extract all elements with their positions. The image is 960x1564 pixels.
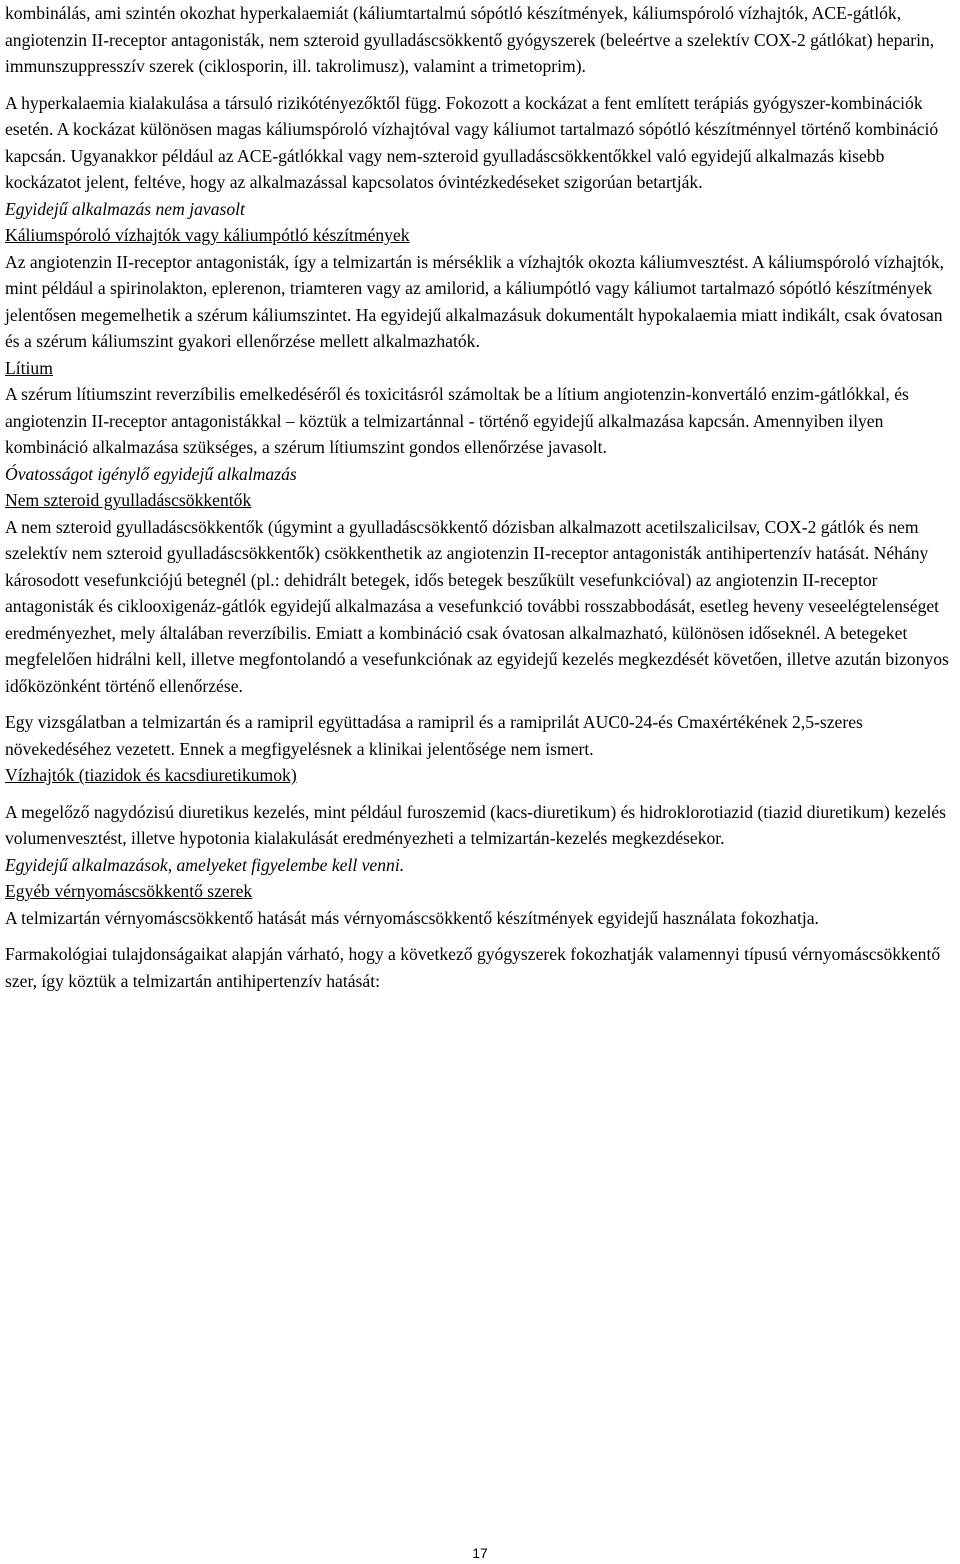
heading-lithium: Lítium: [5, 357, 53, 378]
paragraph-combination-hyperkalaemia: kombinálás, ami szintén okozhat hyperkalaemiát (káliumtartalmú sópótló készítmények, káliumspóroló vízhajtók, ACE-gátlók, angiotenzin II-receptor antagonisták, nem szteroid gyulladáscsökkentő gyógyszerek (beleértve a szelektív COX-2 gátlókat) heparin, immunszuppresszív szerek (ciklosporin, ill. takrolimusz), valamint a trimetoprim).: [5, 3, 935, 76]
heading-not-recommended: Egyidejű alkalmazás nem javasolt: [5, 198, 245, 219]
heading-consider: Egyidejű alkalmazások, amelyeket figyelembe kell venni.: [5, 854, 405, 875]
paragraph-potassium-sparing: Az angiotenzin II-receptor antagonisták, így a telmizartán is mérséklik a vízhajtók okozta káliumvesztést. A káliumspóroló vízhajtók, mint például a spirinolakton, eplerenon, triamteren vagy az amilorid, a káliumpótló vagy káliumot tartalmazó sópótló készítmények jelentősen megemelhetik a szérum káliumszintet. Ha egyidejű alkalmazásuk dokumentált hypokalaemia miatt indikált, csak óvatosan és a szérum káliumszint gyakori ellenőrzése mellett alkalmazhatók.: [5, 251, 945, 351]
page-number: 17: [472, 1545, 488, 1561]
paragraph-lithium: A szérum lítiumszint reverzíbilis emelkedéséről és toxicitásról számoltak be a lítium angiotenzin-konvertáló enzim-gátlókkal, és angiotenzin II-receptor antagonistákkal – köztük a telmizartánnal - történő egyidejű alkalmazása kapcsán. Amennyiben ilyen kombináció alkalmazása szükséges, a szérum lítiumszint gondos ellenőrzése javasolt.: [5, 384, 909, 457]
heading-caution: Óvatosságot igénylő egyidejű alkalmazás: [5, 463, 297, 484]
heading-other-antihypertensives: Egyéb vérnyomáscsökkentő szerek: [5, 881, 253, 901]
paragraph-nsaid: A nem szteroid gyulladáscsökkentők (úgymint a gyulladáscsökkentő dózisban alkalmazott acetilszalicilsav, COX-2 gátlók és nem szelektív nem szteroid gyulladáscsökkentők) csökkenthetik az angiotenzin II-receptor antagonisták antihipertenzív hatását. Néhány károsodott vesefunkciójú betegnél (pl.: dehidrált betegek, idős betegek beszűkült vesefunkcióval) az angiotenzin II-receptor antagonisták és ciklooxigenáz-gátlók egyidejű alkalmazása a vesefunkció további rosszabbodását, esetleg heveny veseelégtelenséget eredményezhet, mely általában reverzíbilis. Emiatt a kombináció csak óvatosan alkalmazható, különösen időseknél. A betegeket megfelelően hidrálni kell, illetve megfontolandó a vesefunkciónak az egyidejű kezelés megkezdését követően, illetve azután bizonyos időközönként történő ellenőrzése.: [5, 516, 949, 696]
heading-diuretics: Vízhajtók (tiazidok és kacsdiuretikumok): [5, 765, 297, 785]
paragraph-diuretics: A megelőző nagydózisú diuretikus kezelés, mint például furoszemid (kacs-diuretikum) és hidroklorotiazid (tiazid diuretikum) kezelés volumenvesztést, illetve hypotonia kialakulását eredményezheti a telmizartán-kezelés megkezdésekor.: [5, 801, 946, 848]
paragraph-other-antihypertensives: A telmizartán vérnyomáscsökkentő hatását más vérnyomáscsökkentő készítmények egyidejű használata fokozhatja.: [5, 907, 819, 928]
heading-potassium-sparing: Káliumspóroló vízhajtók vagy káliumpótló készítmények: [5, 225, 410, 245]
paragraph-hyperkalaemia-risk: A hyperkalaemia kialakulása a társuló rizikótényezőktől függ. Fokozott a kockázat a fent említett terápiás gyógyszer-kombinációk esetén. A kockázat különösen magas káliumspóroló vízhajtóval vagy káliumot tartalmazó sópótló készítménnyel történő kombináció kapcsán. Ugyanakkor például az ACE-gátlókkal vagy nem-szteroid gyulladáscsökkentőkkel való egyidejű alkalmazás kisebb kockázatot jelent, feltéve, hogy az alkalmazással kapcsolatos óvintézkedéseket szigorúan betartják.: [5, 92, 939, 192]
paragraph-pharmacological: Farmakológiai tulajdonságaikat alapján várható, hogy a következő gyógyszerek fokozhatják valamennyi típusú vérnyomáscsökkentő szer, így köztük a telmizartán antihipertenzív hatását:: [5, 944, 941, 991]
document-page: [5, 0, 955, 994]
paragraph-ramipril: Egy vizsgálatban a telmizartán és a ramipril együttadása a ramipril és a ramiprilát AUC0-24-és Cmaxértékének 2,5-szeres növekedéséhez vezetett. Ennek a megfigyelésnek a klinikai jelentősége nem ismert.: [5, 712, 863, 759]
heading-nsaid: Nem szteroid gyulladáscsökkentők: [5, 490, 252, 510]
